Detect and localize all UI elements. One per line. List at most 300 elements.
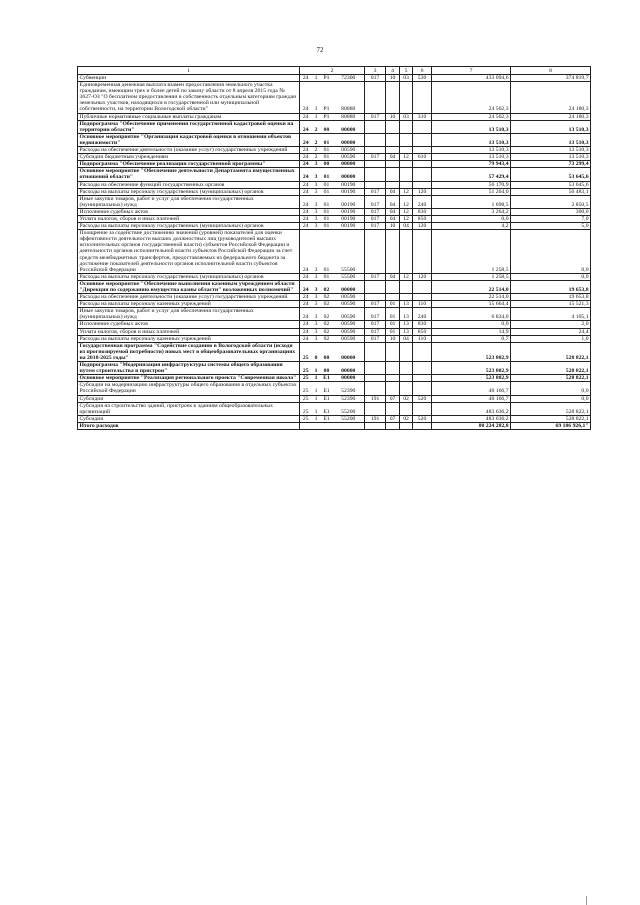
- amount-year2: 528 822,1: [511, 362, 591, 375]
- row-name: Субсидии: [78, 415, 300, 422]
- amount-year1: 13 510,3: [432, 154, 511, 161]
- expense-type: 520: [413, 395, 432, 402]
- amount-year2: 19 653,8: [511, 294, 591, 301]
- kbk-program: 25: [300, 375, 312, 382]
- amount-year1: 1 698,5: [432, 195, 511, 208]
- subsection-code: 04: [400, 335, 413, 342]
- amount-year1: 24 562,3: [432, 113, 511, 120]
- table-row: [78, 215, 591, 222]
- table-row: [78, 294, 591, 301]
- section-code: 04: [386, 154, 400, 161]
- kbk-direction: 00590: [333, 321, 365, 328]
- amount-year2: 24 180,3: [511, 82, 591, 113]
- subsection-code: 03: [400, 113, 413, 120]
- section-code: 10: [386, 335, 400, 342]
- column-header-2: 2: [300, 67, 365, 75]
- amount-year2: 1,0: [511, 335, 591, 342]
- expense-type: 530: [413, 75, 432, 82]
- kbk-subprogram: 3: [312, 294, 321, 301]
- kbk-subprogram: 3: [312, 161, 321, 168]
- table-row: [78, 301, 591, 308]
- kbk-event: 00: [321, 342, 333, 361]
- subsection-code: 13: [400, 328, 413, 335]
- amount-year2: 53 645,6: [511, 181, 591, 188]
- row-name: Расходы на выплаты персоналу государственных (муниципальных) органов: [78, 273, 300, 280]
- column-header-7: 7: [432, 67, 511, 75]
- table-row: [78, 395, 591, 402]
- subsection-code: 13: [400, 301, 413, 308]
- amount-year1: 15 664,4: [432, 301, 511, 308]
- ved-code: 017: [365, 195, 386, 208]
- ved-code: [365, 168, 386, 181]
- expense-type: 240: [413, 308, 432, 321]
- kbk-subprogram: 1: [312, 382, 321, 395]
- kbk-direction: 00190: [333, 208, 365, 215]
- kbk-direction: 00590: [333, 308, 365, 321]
- expense-type: [413, 120, 432, 133]
- subsection-code: 12: [400, 154, 413, 161]
- kbk-program: 24: [300, 328, 312, 335]
- expense-type: [413, 342, 432, 361]
- row-name: Уплата налогов, сборов и иных платежей: [78, 328, 300, 335]
- kbk-program: 24: [300, 188, 312, 195]
- kbk-event: 02: [321, 301, 333, 308]
- table-row: [78, 161, 591, 168]
- ved-code: 191: [365, 395, 386, 402]
- ved-code: 017: [365, 328, 386, 335]
- kbk-direction: 00000: [333, 362, 365, 375]
- kbk-event: 01: [321, 133, 333, 146]
- subsection-code: [400, 133, 413, 146]
- kbk-event: 02: [321, 328, 333, 335]
- kbk-direction: 00000: [333, 168, 365, 181]
- amount-year2: 528 822,1: [511, 415, 591, 422]
- kbk-program: 24: [300, 75, 312, 82]
- kbk-direction: 72300: [333, 75, 365, 82]
- kbk-subprogram: 1: [312, 82, 321, 113]
- kbk-event: E1: [321, 415, 333, 422]
- section-code: 04: [386, 195, 400, 208]
- subsection-code: 03: [400, 75, 413, 82]
- kbk-program: 25: [300, 362, 312, 375]
- kbk-subprogram: 1: [312, 113, 321, 120]
- expense-type: 830: [413, 208, 432, 215]
- budget-table: [77, 66, 591, 430]
- amount-year1: 1 258,5: [432, 273, 511, 280]
- amount-year1: 433 094,6: [432, 75, 511, 82]
- row-name: Иные закупки товаров, работ и услуг для обеспечения государственных (муниципальных) нужд: [78, 308, 300, 321]
- subsection-code: 02: [400, 415, 413, 422]
- column-number-row: [78, 67, 591, 75]
- kbk-subprogram: 2: [312, 120, 321, 133]
- kbk-direction: 00590: [333, 154, 365, 161]
- row-name: Основное мероприятие "Обеспечение выполнения казенным учреждением области "Дирекция по содержанию имущества казны области" возложенных полномочий": [78, 280, 300, 293]
- amount-year2: 2,0: [511, 321, 591, 328]
- kbk-direction: 00190: [333, 195, 365, 208]
- table-row: [78, 328, 591, 335]
- kbk-event: 00: [321, 120, 333, 133]
- ved-code: [365, 280, 386, 293]
- kbk-event: 01: [321, 215, 333, 222]
- subsection-code: 04: [400, 223, 413, 230]
- kbk-direction: 55200: [333, 415, 365, 422]
- table-row: [78, 168, 591, 181]
- table-row: [78, 195, 591, 208]
- amount-year1: 22 514,0: [432, 294, 511, 301]
- subsection-code: 12: [400, 273, 413, 280]
- subsection-code: [400, 402, 413, 415]
- ved-code: 017: [365, 308, 386, 321]
- expense-type: [413, 82, 432, 113]
- amount-year1: 523 802,9: [432, 362, 511, 375]
- subsection-code: 12: [400, 195, 413, 208]
- kbk-event: 00: [321, 362, 333, 375]
- amount-year1: 0,7: [432, 335, 511, 342]
- subsection-code: [400, 120, 413, 133]
- kbk-subprogram: 2: [312, 147, 321, 154]
- kbk-event: 01: [321, 154, 333, 161]
- kbk-subprogram: 3: [312, 301, 321, 308]
- column-header-8: 8: [511, 67, 591, 75]
- table-row: [78, 375, 591, 382]
- ved-code: 017: [365, 215, 386, 222]
- kbk-direction: 00190: [333, 223, 365, 230]
- kbk-program: 24: [300, 154, 312, 161]
- table-row: [78, 335, 591, 342]
- amount-year1: 51 204,0: [432, 188, 511, 195]
- kbk-event: 01: [321, 181, 333, 188]
- table-row: [78, 308, 591, 321]
- expense-type: [413, 168, 432, 181]
- kbk-event: 01: [321, 223, 333, 230]
- section-code: 04: [386, 273, 400, 280]
- kbk-subprogram: 1: [312, 402, 321, 415]
- row-name: Расходы на выплаты персоналу казенных учреждений: [78, 335, 300, 342]
- kbk-program: 24: [300, 215, 312, 222]
- ved-code: 017: [365, 154, 386, 161]
- kbk-event: P1: [321, 82, 333, 113]
- amount-year2: 0,0: [511, 382, 591, 395]
- kbk-program: 25: [300, 415, 312, 422]
- amount-year1: 14,9: [432, 328, 511, 335]
- section-code: [386, 133, 400, 146]
- subsection-code: [400, 375, 413, 382]
- amount-year2: 0,0: [511, 395, 591, 402]
- kbk-direction: 55500: [333, 273, 365, 280]
- amount-year1: 56 170,9: [432, 181, 511, 188]
- expense-type: 830: [413, 321, 432, 328]
- ved-code: [365, 82, 386, 113]
- kbk-subprogram: 3: [312, 168, 321, 181]
- section-code: [386, 181, 400, 188]
- ved-code: [365, 147, 386, 154]
- kbk-program: 24: [300, 195, 312, 208]
- row-name: Подпрограмма "Обеспечение применения государственной кадастровой оценки на территории области": [78, 120, 300, 133]
- ved-code: 017: [365, 188, 386, 195]
- amount-year1: 483 636,2: [432, 402, 511, 415]
- expense-type: [413, 375, 432, 382]
- kbk-event: 01: [321, 168, 333, 181]
- expense-type: [413, 161, 432, 168]
- ved-code: [365, 402, 386, 415]
- row-name: Расходы на выплаты персоналу государственных (муниципальных) органов: [78, 223, 300, 230]
- expense-type: [413, 382, 432, 395]
- kbk-program: 24: [300, 301, 312, 308]
- kbk-subprogram: 0: [312, 342, 321, 361]
- kbk-direction: 52390: [333, 395, 365, 402]
- kbk-subprogram: 3: [312, 195, 321, 208]
- amount-year2: 13 510,3: [511, 120, 591, 133]
- subsection-code: [400, 161, 413, 168]
- kbk-subprogram: 3: [312, 215, 321, 222]
- amount-year2: 300,0: [511, 208, 591, 215]
- row-name: Публичные нормативные социальные выплаты гражданам: [78, 113, 300, 120]
- kbk-program: 25: [300, 382, 312, 395]
- kbk-direction: 00000: [333, 161, 365, 168]
- kbk-event: 02: [321, 335, 333, 342]
- total-empty-cell: [386, 422, 400, 429]
- subsection-code: [400, 181, 413, 188]
- amount-year2: 13 510,3: [511, 154, 591, 161]
- kbk-direction: 55200: [333, 402, 365, 415]
- kbk-program: 24: [300, 321, 312, 328]
- total-empty-cell: [413, 422, 432, 429]
- kbk-subprogram: 3: [312, 181, 321, 188]
- kbk-event: 01: [321, 273, 333, 280]
- amount-year2: 374 819,7: [511, 75, 591, 82]
- expense-type: [413, 181, 432, 188]
- expense-type: [413, 362, 432, 375]
- kbk-program: 25: [300, 395, 312, 402]
- table-row: [78, 273, 591, 280]
- kbk-subprogram: 3: [312, 230, 321, 274]
- ved-code: 017: [365, 335, 386, 342]
- expense-type: [413, 402, 432, 415]
- table-row: [78, 147, 591, 154]
- table-row: [78, 230, 591, 274]
- kbk-subprogram: 1: [312, 375, 321, 382]
- section-code: 04: [386, 188, 400, 195]
- kbk-event: E1: [321, 395, 333, 402]
- kbk-subprogram: 3: [312, 335, 321, 342]
- kbk-event: E1: [321, 382, 333, 395]
- amount-year1: 6 834,0: [432, 308, 511, 321]
- section-code: 10: [386, 223, 400, 230]
- kbk-program: 24: [300, 113, 312, 120]
- kbk-direction: 80880: [333, 82, 365, 113]
- total-empty-cell: [312, 422, 321, 429]
- ved-code: [365, 230, 386, 274]
- kbk-program: 24: [300, 82, 312, 113]
- section-code: [386, 230, 400, 274]
- expense-type: 110: [413, 301, 432, 308]
- section-code: [386, 342, 400, 361]
- kbk-subprogram: 1: [312, 75, 321, 82]
- amount-year2: 13 510,3: [511, 147, 591, 154]
- kbk-direction: 00190: [333, 181, 365, 188]
- row-name: Подпрограмма "Модернизация инфраструктуры системы общего образования путем строительства и пристрои": [78, 362, 300, 375]
- row-name: Единовременная денежная выплата взамен предоставления земельного участка гражданам, имеющим трех и более детей по закону области от 8 апреля 2015 года № 3627-ОЗ "О бесплатном предоставлении в собственность отдельным категориям граждан земельных участков, находящихся в государственной или муниципальной собственности, на территории Вологодской области": [78, 82, 300, 113]
- table-row: [78, 75, 591, 82]
- row-name: Субсидии: [78, 395, 300, 402]
- table-row: [78, 154, 591, 161]
- subsection-code: [400, 147, 413, 154]
- table-row: [78, 113, 591, 120]
- amount-year2: 24 180,3: [511, 113, 591, 120]
- column-header-1: 1: [78, 67, 300, 75]
- table-row: [78, 415, 591, 422]
- kbk-subprogram: 3: [312, 280, 321, 293]
- kbk-subprogram: 3: [312, 328, 321, 335]
- expense-type: 850: [413, 328, 432, 335]
- table-row: [78, 321, 591, 328]
- expense-type: [413, 230, 432, 274]
- budget-sheet: [77, 66, 590, 430]
- kbk-program: 24: [300, 223, 312, 230]
- section-code: 01: [386, 308, 400, 321]
- table-row: [78, 342, 591, 361]
- kbk-event: 02: [321, 280, 333, 293]
- row-name: Расходы на выплаты персоналу казенных учреждений: [78, 301, 300, 308]
- subsection-code: [400, 382, 413, 395]
- kbk-program: 24: [300, 308, 312, 321]
- kbk-event: 02: [321, 321, 333, 328]
- amount-year2: 0,0: [511, 230, 591, 274]
- expense-type: [413, 133, 432, 146]
- amount-year1: 40 166,7: [432, 395, 511, 402]
- total-amount-y1: 80 224 282,8: [432, 422, 511, 429]
- kbk-event: 01: [321, 208, 333, 215]
- row-name: Исполнение судебных актов: [78, 208, 300, 215]
- ved-code: 017: [365, 321, 386, 328]
- amount-year1: 22 514,0: [432, 280, 511, 293]
- expense-type: 850: [413, 215, 432, 222]
- table-row: [78, 133, 591, 146]
- ved-code: [365, 375, 386, 382]
- row-name: Основное мероприятие "Организация кадастровой оценки в отношении объектов недвижимости": [78, 133, 300, 146]
- amount-year1: 0,0: [432, 321, 511, 328]
- amount-year1: 523 802,9: [432, 375, 511, 382]
- row-name: Субсидии на модернизацию инфраструктуры общего образования в отдельных субъектах Российской Федерации: [78, 382, 300, 395]
- amount-year1: 40 166,7: [432, 382, 511, 395]
- section-code: [386, 168, 400, 181]
- kbk-direction: 52390: [333, 382, 365, 395]
- expense-type: 120: [413, 273, 432, 280]
- section-code: [386, 280, 400, 293]
- kbk-direction: 55500: [333, 230, 365, 274]
- total-empty-cell: [333, 422, 365, 429]
- total-empty-cell: [321, 422, 333, 429]
- kbk-event: 01: [321, 230, 333, 274]
- section-code: 07: [386, 415, 400, 422]
- row-name: Субсидии бюджетным учреждениям: [78, 154, 300, 161]
- expense-type: 310: [413, 113, 432, 120]
- row-name: Расходы на выплаты персоналу государственных (муниципальных) органов: [78, 188, 300, 195]
- ved-code: [365, 181, 386, 188]
- expense-type: [413, 280, 432, 293]
- subsection-code: 02: [400, 395, 413, 402]
- section-code: 01: [386, 301, 400, 308]
- section-code: 04: [386, 215, 400, 222]
- kbk-event: P1: [321, 113, 333, 120]
- kbk-direction: 00590: [333, 147, 365, 154]
- subsection-code: [400, 168, 413, 181]
- kbk-direction: 80880: [333, 113, 365, 120]
- kbk-program: 24: [300, 147, 312, 154]
- amount-year1: 24 562,3: [432, 82, 511, 113]
- amount-year1: 3 264,2: [432, 208, 511, 215]
- kbk-program: 24: [300, 273, 312, 280]
- expense-type: [413, 147, 432, 154]
- amount-year2: 7,0: [511, 215, 591, 222]
- kbk-subprogram: 2: [312, 154, 321, 161]
- ved-code: 017: [365, 301, 386, 308]
- section-code: [386, 382, 400, 395]
- kbk-subprogram: 3: [312, 223, 321, 230]
- kbk-event: E1: [321, 375, 333, 382]
- section-code: 01: [386, 321, 400, 328]
- kbk-program: 24: [300, 294, 312, 301]
- amount-year1: 57 429,4: [432, 168, 511, 181]
- kbk-direction: 00190: [333, 188, 365, 195]
- expense-type: 240: [413, 195, 432, 208]
- total-amount-y2: 69 106 926,1": [511, 422, 591, 429]
- total-label: Итого расходов: [78, 422, 300, 429]
- row-name: Исполнение судебных актов: [78, 321, 300, 328]
- ved-code: [365, 133, 386, 146]
- kbk-direction: 00590: [333, 294, 365, 301]
- ved-code: 017: [365, 273, 386, 280]
- subsection-code: 13: [400, 321, 413, 328]
- page-number: 72: [316, 46, 324, 54]
- section-code: 07: [386, 395, 400, 402]
- kbk-subprogram: 3: [312, 208, 321, 215]
- ved-code: [365, 120, 386, 133]
- amount-year2: 528 822,1: [511, 342, 591, 361]
- column-header-4: 4: [386, 67, 400, 75]
- subsection-code: [400, 230, 413, 274]
- row-name: Основное мероприятие "Обеспечение деятельности Департамента имущественных отношений области": [78, 168, 300, 181]
- row-name: Расходы на обеспечение деятельности (оказание услуг) государственных учреждений: [78, 147, 300, 154]
- amount-year2: 4 105,1: [511, 308, 591, 321]
- table-row: [78, 188, 591, 195]
- ved-code: [365, 294, 386, 301]
- table-row: [78, 382, 591, 395]
- amount-year1: 4,2: [432, 223, 511, 230]
- kbk-program: 24: [300, 133, 312, 146]
- table-row: [78, 120, 591, 133]
- kbk-subprogram: 3: [312, 188, 321, 195]
- amount-year1: 13 510,3: [432, 120, 511, 133]
- column-header-6: 6: [413, 67, 432, 75]
- kbk-program: 25: [300, 342, 312, 361]
- amount-year1: 523 802,9: [432, 342, 511, 361]
- total-empty-cell: [300, 422, 312, 429]
- table-row: [78, 402, 591, 415]
- section-code: [386, 375, 400, 382]
- kbk-program: 24: [300, 230, 312, 274]
- row-name: Расходы на обеспечение деятельности (оказание услуг) государственных учреждений: [78, 294, 300, 301]
- expense-type: 120: [413, 188, 432, 195]
- column-header-3: 3: [365, 67, 386, 75]
- amount-year2: 0,0: [511, 273, 591, 280]
- row-name: Основное мероприятие "Реализация регионального проекта "Современная школа": [78, 375, 300, 382]
- table-row: [78, 280, 591, 293]
- table-row: [78, 181, 591, 188]
- subsection-code: [400, 362, 413, 375]
- section-code: 10: [386, 113, 400, 120]
- total-empty-cell: [400, 422, 413, 429]
